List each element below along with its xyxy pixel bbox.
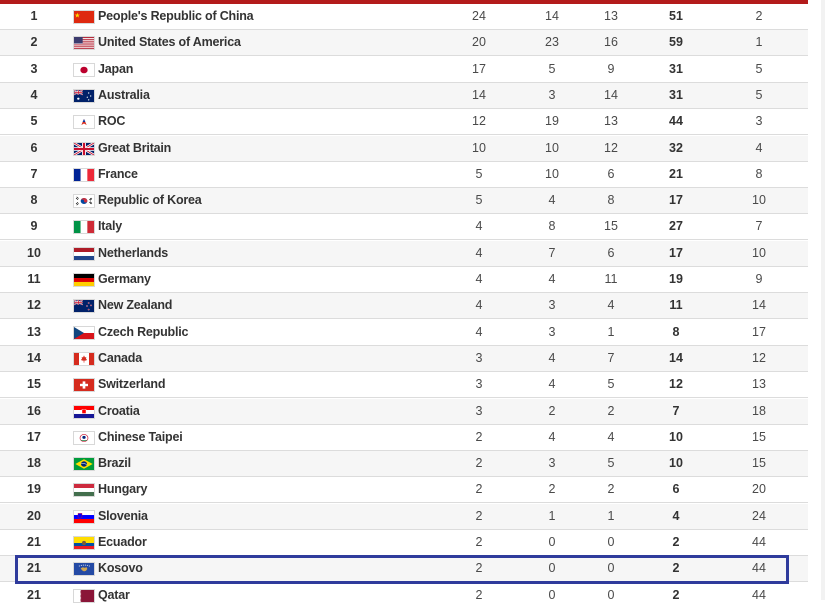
rank-cell: 1: [30, 9, 38, 23]
bronze-count-cell: 13: [604, 9, 618, 23]
netherlands-flag-icon: [73, 247, 95, 261]
japan-flag-icon: [73, 63, 95, 77]
country-name-link[interactable]: Germany: [98, 272, 151, 286]
table-row-qatar[interactable]: [0, 583, 808, 609]
silver-count-cell: 5: [548, 61, 556, 76]
total-count-cell: 44: [669, 114, 683, 129]
silver-count-cell: 0: [548, 587, 556, 602]
silver-count-cell: 14: [545, 9, 559, 23]
germany-flag-icon: [73, 273, 95, 287]
silver-count-cell: 1: [548, 508, 556, 523]
rank-cell: 12: [27, 298, 41, 313]
country-name-link[interactable]: Japan: [98, 61, 134, 76]
country-name-link[interactable]: Great Britain: [98, 140, 172, 155]
rank-by-total-cell: 15: [752, 429, 766, 444]
rank-by-total-cell: 15: [752, 456, 766, 471]
rank-by-total-cell: 14: [752, 298, 766, 313]
czech-flag-icon: [73, 326, 95, 340]
bronze-count-cell: 0: [607, 535, 615, 549]
rank-cell: 18: [27, 456, 41, 471]
rank-by-total-cell: 44: [752, 561, 766, 576]
rank-cell: 17: [27, 429, 41, 444]
gold-count-cell: 17: [472, 61, 486, 76]
total-count-cell: 6: [672, 482, 680, 497]
silver-count-cell: 10: [545, 166, 559, 181]
total-count-cell: 59: [669, 35, 683, 50]
rank-cell: 8: [30, 193, 38, 208]
table-row-france[interactable]: [0, 162, 808, 188]
country-name-link[interactable]: Australia: [98, 87, 150, 102]
total-count-cell: 7: [672, 403, 680, 418]
country-name-link[interactable]: Canada: [98, 350, 142, 365]
bronze-count-cell: 0: [607, 561, 615, 576]
table-row-united-states-of-america[interactable]: [0, 30, 808, 56]
country-name-link[interactable]: New Zealand: [98, 298, 173, 313]
gold-count-cell: 2: [475, 429, 483, 444]
total-count-cell: 10: [669, 456, 683, 471]
gold-count-cell: 4: [475, 324, 483, 339]
table-row-brazil[interactable]: [0, 451, 808, 477]
country-name-link[interactable]: Brazil: [98, 456, 131, 471]
silver-count-cell: 19: [545, 114, 559, 129]
bronze-count-cell: 16: [604, 35, 618, 50]
silver-count-cell: 8: [548, 219, 556, 234]
total-count-cell: 14: [669, 350, 683, 365]
gold-count-cell: 3: [475, 350, 483, 365]
gold-count-cell: 2: [475, 561, 483, 576]
gold-count-cell: 4: [475, 245, 483, 260]
rank-cell: 16: [27, 403, 41, 418]
total-count-cell: 32: [669, 140, 683, 155]
table-row-roc[interactable]: [0, 109, 808, 135]
rank-cell: 15: [27, 377, 41, 392]
rank-by-total-cell: 1: [755, 35, 763, 50]
rank-by-total-cell: 4: [755, 140, 763, 155]
bronze-count-cell: 12: [604, 140, 618, 155]
bronze-count-cell: 1: [607, 324, 615, 339]
rank-cell: 4: [30, 87, 38, 102]
silver-count-cell: 3: [548, 87, 556, 102]
rank-by-total-cell: 13: [752, 377, 766, 392]
rank-cell: 21: [27, 561, 41, 576]
rank-by-total-cell: 12: [752, 350, 766, 365]
bronze-count-cell: 14: [604, 87, 618, 102]
silver-count-cell: 4: [548, 272, 556, 286]
rank-by-total-cell: 5: [755, 87, 763, 102]
rank-cell: 10: [27, 245, 41, 260]
gold-count-cell: 4: [475, 298, 483, 313]
total-count-cell: 21: [669, 166, 683, 181]
gold-count-cell: 5: [475, 193, 483, 208]
country-name-link[interactable]: Czech Republic: [98, 324, 189, 339]
total-count-cell: 17: [669, 193, 683, 208]
rank-cell: 21: [27, 535, 41, 549]
silver-count-cell: 3: [548, 456, 556, 471]
great-britain-flag-icon: [73, 142, 95, 156]
bronze-count-cell: 6: [607, 245, 615, 260]
bronze-count-cell: 7: [607, 350, 615, 365]
total-count-cell: 12: [669, 377, 683, 392]
kosovo-flag-icon: [73, 562, 95, 576]
silver-count-cell: 23: [545, 35, 559, 50]
rank-by-total-cell: 18: [752, 403, 766, 418]
slovenia-flag-icon: [73, 510, 95, 524]
country-name-link[interactable]: Hungary: [98, 482, 148, 497]
gold-count-cell: 24: [472, 9, 486, 23]
rank-by-total-cell: 8: [755, 166, 763, 181]
country-name-link[interactable]: United States of America: [98, 35, 241, 50]
gold-count-cell: 3: [475, 403, 483, 418]
gold-count-cell: 12: [472, 114, 486, 129]
silver-count-cell: 0: [548, 535, 556, 549]
rank-cell: 6: [30, 140, 38, 155]
table-row-japan[interactable]: [0, 57, 808, 83]
rank-by-total-cell: 5: [755, 61, 763, 76]
rank-cell: 3: [30, 61, 38, 76]
silver-count-cell: 2: [548, 403, 556, 418]
table-row-italy[interactable]: [0, 214, 808, 240]
silver-count-cell: 0: [548, 561, 556, 576]
table-row-canada[interactable]: [0, 346, 808, 372]
table-row-australia[interactable]: [0, 83, 808, 109]
bronze-count-cell: 15: [604, 219, 618, 234]
total-count-cell: 4: [672, 508, 680, 523]
bronze-count-cell: 8: [607, 193, 615, 208]
gold-count-cell: 4: [475, 219, 483, 234]
rank-by-total-cell: 10: [752, 193, 766, 208]
bronze-count-cell: 5: [607, 456, 615, 471]
gold-count-cell: 10: [472, 140, 486, 155]
rank-cell: 14: [27, 350, 41, 365]
gold-count-cell: 5: [475, 166, 483, 181]
rank-by-total-cell: 7: [755, 219, 763, 234]
hungary-flag-icon: [73, 483, 95, 497]
table-row-ecuador[interactable]: [0, 530, 808, 556]
table-row-netherlands[interactable]: [0, 241, 808, 267]
table-row-croatia[interactable]: [0, 399, 808, 425]
brazil-flag-icon: [73, 457, 95, 471]
gold-count-cell: 4: [475, 272, 483, 286]
bronze-count-cell: 2: [607, 403, 615, 418]
total-count-cell: 27: [669, 219, 683, 234]
rank-by-total-cell: 44: [752, 587, 766, 602]
total-count-cell: 2: [672, 561, 680, 576]
roc-flag-icon: [73, 115, 95, 129]
italy-flag-icon: [73, 220, 95, 234]
gold-count-cell: 20: [472, 35, 486, 50]
korea-flag-icon: [73, 194, 95, 208]
country-name-link[interactable]: Croatia: [98, 403, 140, 418]
silver-count-cell: 4: [548, 429, 556, 444]
canada-flag-icon: [73, 352, 95, 366]
gold-count-cell: 2: [475, 508, 483, 523]
total-count-cell: 10: [669, 429, 683, 444]
country-name-link[interactable]: Kosovo: [98, 561, 143, 576]
ecuador-flag-icon: [73, 536, 95, 550]
rank-cell: 11: [27, 272, 41, 286]
total-count-cell: 31: [669, 87, 683, 102]
gold-count-cell: 14: [472, 87, 486, 102]
qatar-flag-icon: [73, 589, 95, 603]
rank-cell: 9: [30, 219, 38, 234]
bronze-count-cell: 0: [607, 587, 615, 602]
rank-by-total-cell: 3: [755, 114, 763, 129]
australia-flag-icon: [73, 89, 95, 103]
country-name-link[interactable]: Ecuador: [98, 535, 147, 549]
rank-by-total-cell: 44: [752, 535, 766, 549]
bronze-count-cell: 6: [607, 166, 615, 181]
gold-count-cell: 2: [475, 535, 483, 549]
gold-count-cell: 2: [475, 482, 483, 497]
gold-count-cell: 3: [475, 377, 483, 392]
table-row-chinese-taipei[interactable]: [0, 425, 808, 451]
chinese-taipei-flag-icon: [73, 431, 95, 445]
country-name-link[interactable]: Republic of Korea: [98, 193, 202, 208]
country-name-link[interactable]: Qatar: [98, 587, 130, 602]
bronze-count-cell: 4: [607, 298, 615, 313]
table-row-czech-republic[interactable]: [0, 320, 808, 346]
china-flag-icon: [73, 10, 95, 24]
rank-cell: 19: [27, 482, 41, 497]
bronze-count-cell: 13: [604, 114, 618, 129]
silver-count-cell: 7: [548, 245, 556, 260]
table-row-people-s-republic-of-china[interactable]: [0, 4, 808, 30]
total-count-cell: 31: [669, 61, 683, 76]
total-count-cell: 11: [669, 298, 683, 313]
silver-count-cell: 3: [548, 298, 556, 313]
rank-cell: 7: [30, 166, 38, 181]
new-zealand-flag-icon: [73, 299, 95, 313]
rank-by-total-cell: 24: [752, 508, 766, 523]
rank-cell: 20: [27, 508, 41, 523]
table-row-new-zealand[interactable]: [0, 293, 808, 319]
table-row-slovenia[interactable]: [0, 504, 808, 530]
france-flag-icon: [73, 168, 95, 182]
rank-cell: 21: [27, 587, 41, 602]
bronze-count-cell: 9: [607, 61, 615, 76]
croatia-flag-icon: [73, 405, 95, 419]
rank-cell: 13: [27, 324, 41, 339]
country-name-link[interactable]: Slovenia: [98, 508, 148, 523]
country-name-link[interactable]: Switzerland: [98, 377, 166, 392]
table-row-republic-of-korea[interactable]: [0, 188, 808, 214]
table-row-germany[interactable]: [0, 267, 808, 293]
gold-count-cell: 2: [475, 456, 483, 471]
total-count-cell: 8: [672, 324, 680, 339]
silver-count-cell: 4: [548, 350, 556, 365]
page-edge: [821, 0, 825, 600]
gold-count-cell: 2: [475, 587, 483, 602]
rank-by-total-cell: 2: [755, 9, 763, 23]
silver-count-cell: 3: [548, 324, 556, 339]
country-name-link[interactable]: Italy: [98, 219, 123, 234]
table-row-great-britain[interactable]: [0, 136, 808, 162]
table-row-switzerland[interactable]: [0, 372, 808, 398]
country-name-link[interactable]: Netherlands: [98, 245, 169, 260]
table-row-hungary[interactable]: [0, 477, 808, 503]
country-name-link[interactable]: People's Republic of China: [98, 9, 254, 23]
bronze-count-cell: 1: [607, 508, 615, 523]
silver-count-cell: 4: [548, 193, 556, 208]
total-count-cell: 2: [672, 587, 680, 602]
rank-cell: 2: [30, 35, 38, 50]
switzerland-flag-icon: [73, 378, 95, 392]
total-count-cell: 51: [669, 9, 683, 23]
rank-by-total-cell: 20: [752, 482, 766, 497]
bronze-count-cell: 11: [604, 272, 618, 286]
country-name-link[interactable]: France: [98, 166, 138, 181]
usa-flag-icon: [73, 36, 95, 50]
total-count-cell: 17: [669, 245, 683, 260]
rank-cell: 5: [30, 114, 38, 129]
rank-by-total-cell: 9: [755, 272, 763, 286]
silver-count-cell: 2: [548, 482, 556, 497]
total-count-cell: 2: [672, 535, 680, 549]
country-name-link[interactable]: Chinese Taipei: [98, 429, 183, 444]
bronze-count-cell: 5: [607, 377, 615, 392]
rank-by-total-cell: 10: [752, 245, 766, 260]
country-name-link[interactable]: ROC: [98, 114, 126, 129]
silver-count-cell: 4: [548, 377, 556, 392]
silver-count-cell: 10: [545, 140, 559, 155]
rank-by-total-cell: 17: [752, 324, 766, 339]
bronze-count-cell: 4: [607, 429, 615, 444]
table-row-kosovo[interactable]: [0, 556, 808, 582]
bronze-count-cell: 2: [607, 482, 615, 497]
total-count-cell: 19: [669, 272, 683, 286]
